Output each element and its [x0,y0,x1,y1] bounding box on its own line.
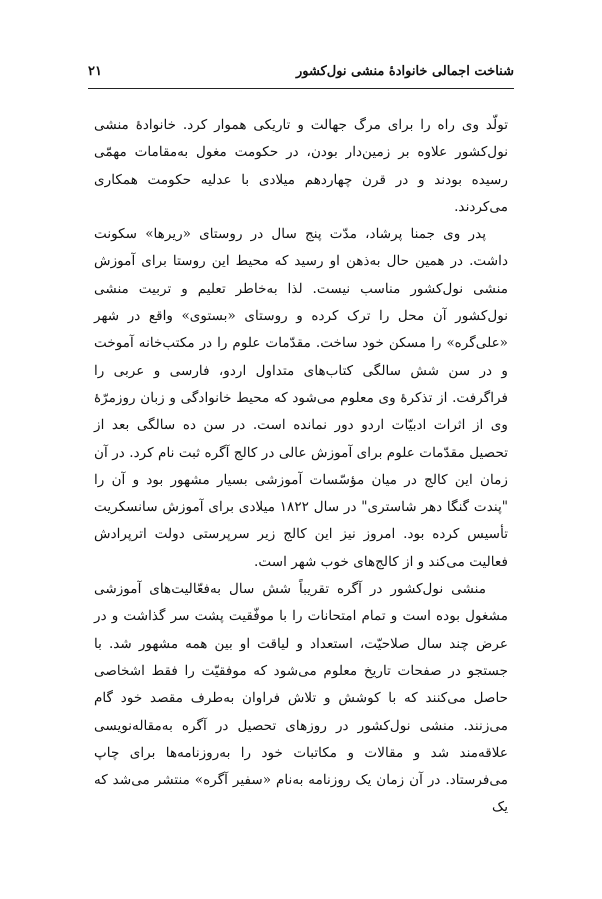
paragraph-2: پدر وی جمنا پرشاد، مدّت پنج سال در روستای «ریرها» سکونت داشت. در همین حال به‌ذهن او رسید که محیط این روستا برای آموزش منشی نول‌کشور مناسب نیست. لذا به‌خاطر تعلیم و تربیت منشی نول‌کشور آن محل را ترک کرده و روستای «بستوی» واقع در شهر «علی‌گره» را مسکن خود ساخت. مقدّمات علوم را در مکتب‌خانه آموخت و در سن شش سالگی کتاب‌های متداول اردو، فارسی و عربی را فراگرفت. از تذکرهٔ وی معلوم می‌شود که محیط خانوادگی و زبان روزمرّهٔ وی از اثرات ادبیّات اردو دور نمانده است. در سن ده سالگی بعد از تحصیل مقدّمات علوم برای آموزش عالی در کالج آگره ثبت نام کرد. در آن زمان این کالج در میان مؤسّسات آموزشی بسیار مشهور بود و آن را "پندت گنگا دهر شاستری" در سال ۱۸۲۲ میلادی برای آموزش سانسکریت تأسیس کرده بود. امروز نیز این کالج زیر سرپرستی دولت اترپرادش فعالیت می‌کند و از کالج‌های خوب شهر است. [94,226,508,570]
paragraph-3: منشی نول‌کشور در آگره تقریباً شش سال به‌فعّالیت‌های آموزشی مشغول بوده است و تمام امتحانات را با موفّقیت پشت سر گذاشت و در عرض چند سال صلاحیّت، استعداد و لیاقت او بین همه مشهور شد. با جستجو در صفحات تاریخ معلوم می‌شود که موفقیّت را فقط اشخاصی حاصل می‌کنند که با کوشش و تلاش فراوان به‌طرف مقصد خود گام می‌زنند. منشی نول‌کشور در روزهای تحصیل در آگره به‌مقاله‌نویسی علاقه‌مند شد و مقالات و مکاتبات خود را به‌روزنامه‌ها برای چاپ می‌فرستاد. در آن زمان یک روزنامه به‌نام «سفیر آگره» منتشر می‌شد که یک [94,581,508,816]
page-number: ۲۱ [88,64,102,79]
paragraph-1: تولّد وی راه را برای مرگ جهالت و تاریکی هموار کرد. خانوادهٔ منشی نول‌کشور علاوه بر زمین‌دار بودن، در حکومت مغول به‌مقامات مهمّی رسیده بودند و در قرن چهاردهم میلادی با عدلیه حکومت همکاری می‌کردند. [94,117,508,215]
header-rule [88,88,514,89]
running-title: شناخت اجمالی خانوادهٔ منشی نول‌کشور [295,64,514,79]
running-head [88,64,514,84]
body-text [94,112,508,822]
